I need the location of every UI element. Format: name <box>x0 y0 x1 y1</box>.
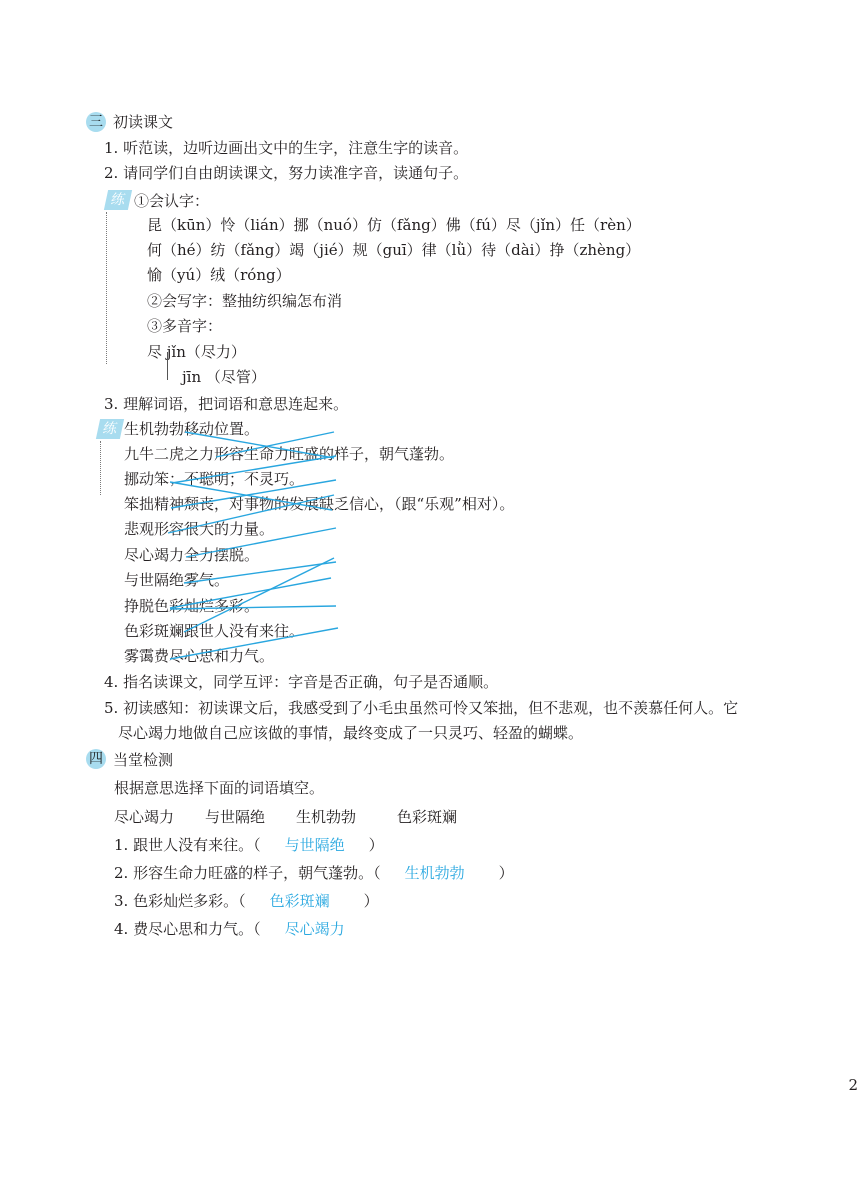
connector-line <box>171 480 336 508</box>
instruction-5-cont: 尽心竭力地做自己应该做的事情，最终变成了一只灵巧、轻盈的蝴蝶。 <box>118 724 584 742</box>
match-line: 生机勃勃移动位置。 <box>124 420 260 438</box>
instruction-5: 5. 初读感知：初读课文后，我感受到了小毛虫虽然可怜又笨拙，但不悲观，也不羡慕任何人。它 <box>104 699 739 717</box>
match-line: 尽心竭力全力摆脱。 <box>124 546 260 564</box>
instruction-1: 1. 听范读，边听边画出文中的生字，注意生字的读音。 <box>104 139 469 157</box>
recognize-chars-line: 愉（yú）绒（róng） <box>147 266 291 284</box>
connector-line <box>172 456 336 483</box>
question-text: 2. 形容生命力旺盛的样子，朝气蓬勃。（ <box>114 864 381 882</box>
word-option: 色彩斑斓 <box>397 808 458 826</box>
match-line: 笨拙精神颓丧，对事物的发展缺乏信心，（跟“乐观”相对）。 <box>124 495 515 513</box>
question-close: ） <box>363 892 379 910</box>
answer-text: 生机勃勃 <box>404 864 465 882</box>
connector-line <box>186 528 336 557</box>
match-line: 色彩斑斓跟世人没有来往。 <box>124 622 305 640</box>
word-option: 与世隔绝 <box>205 808 266 826</box>
connector-line <box>185 432 334 458</box>
practice-tag-icon: 练 <box>96 419 124 439</box>
polyphone-line: jīn （尽管） <box>182 368 266 386</box>
answer-text: 与世隔绝 <box>284 836 345 854</box>
match-line: 挣脱色彩灿烂多彩。 <box>124 597 260 615</box>
instruction-4: 4. 指名读课文，同学互评：字音是否正确，句子是否通顺。 <box>104 673 499 691</box>
question-text: 3. 色彩灿烂多彩。（ <box>114 892 246 910</box>
match-line: 挪动笨；不聪明；不灵巧。 <box>124 470 305 488</box>
question-1 <box>114 835 384 855</box>
section-badge-3: 三 <box>86 112 106 132</box>
polyphone-title: ③多音字： <box>147 317 223 335</box>
recognize-chars-line: 昆（kūn）怜（lián）挪（nuó）仿（fǎng）佛（fú）尽（jǐn）任（rèn） <box>147 216 641 234</box>
connector-line <box>170 606 336 609</box>
question-close: ） <box>368 836 384 854</box>
question-4 <box>114 919 345 939</box>
match-line: 九牛二虎之力形容生命力旺盛的样子，朝气蓬勃。 <box>124 445 455 463</box>
write-chars: ②会写字：整抽纺织编怎布消 <box>147 292 343 310</box>
match-line: 与世隔绝雾气。 <box>124 571 230 589</box>
page-number: 2 <box>848 1076 858 1094</box>
recognize-chars-line: 何（hé）纺（fǎng）竭（jié）规（guī）律（lǜ）待（dài）挣（zhèng） <box>147 241 641 259</box>
word-option: 生机勃勃 <box>296 808 357 826</box>
practice-tag-icon: 练 <box>104 190 132 210</box>
answer-text: 色彩斑斓 <box>269 892 330 910</box>
instruction-2: 2. 请同学们自由朗读课文，努力读准字音，读通句子。 <box>104 164 469 182</box>
section-title-3: 初读课文 <box>113 113 174 131</box>
question-text: 4. 费尽心思和力气。（ <box>114 920 261 938</box>
recognize-chars-title: ①会认字： <box>134 192 210 210</box>
section-title-4: 当堂检测 <box>113 751 174 769</box>
connector-line <box>168 495 334 533</box>
match-line: 悲观形容很大的力量。 <box>124 520 275 538</box>
connector-line <box>184 562 336 583</box>
connector-line <box>184 558 334 632</box>
word-option: 尽心竭力 <box>114 808 175 826</box>
question-text: 1. 跟世人没有来往。（ <box>114 836 261 854</box>
test-instruction: 根据意思选择下面的词语填空。 <box>114 779 325 797</box>
section-badge-4: 四 <box>86 749 106 769</box>
connector-line <box>170 628 338 659</box>
connector-line <box>170 482 332 510</box>
match-line: 雾霭费尽心思和力气。 <box>124 647 275 665</box>
connector-line <box>170 578 331 608</box>
question-3 <box>114 891 379 911</box>
question-close: ） <box>498 864 514 882</box>
question-2 <box>114 863 514 883</box>
instruction-3: 3. 理解词语，把词语和意思连起来。 <box>104 395 349 413</box>
answer-text: 尽心竭力 <box>284 920 345 938</box>
polyphone-line: 尽 jǐn（尽力） <box>147 343 246 361</box>
connector-line <box>216 432 334 457</box>
